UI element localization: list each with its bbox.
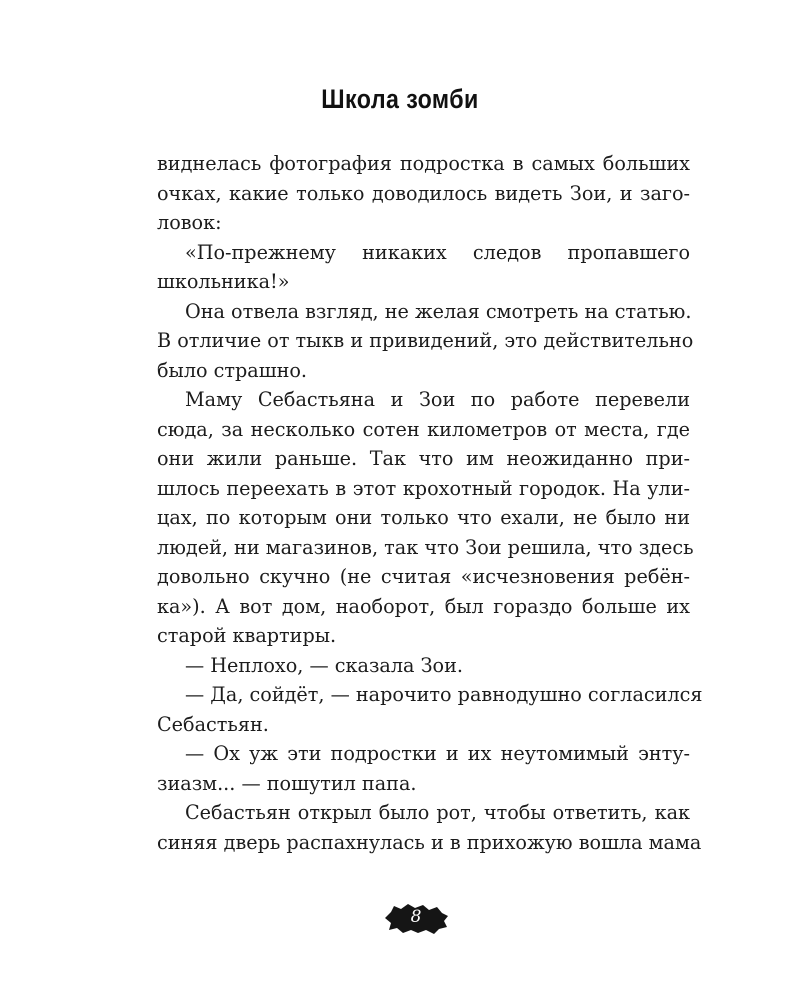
text-line: сюда, за несколько сотен километров от места, где <box>157 417 690 441</box>
text-line: было страшно. <box>157 358 308 382</box>
text-line: старой квартиры. <box>157 624 337 647</box>
text-line: — Да, сойдёт, — нарочито равнодушно согласился <box>185 683 703 706</box>
running-header-title: Школа зомби <box>321 84 479 114</box>
text-line: В отличие от тыкв и привидений, это действительно <box>157 329 694 352</box>
text-line: людей, ни магазинов, так что Зои решила, что здесь <box>157 535 694 559</box>
text-line: шлось переехать в этот крохотный городок. На ули- <box>157 476 690 500</box>
text-line: зиазм... — пошутил папа. <box>157 771 417 795</box>
body-text <box>157 149 703 857</box>
text-line: они жили раньше. Так что им неожиданно при- <box>157 447 690 470</box>
text-line: ловок: <box>157 211 222 234</box>
text-line: довольно скучно (не считая «исчезновения ребён- <box>157 565 690 588</box>
text-line: — Ох уж эти подростки и их неутомимый энту- <box>185 742 690 765</box>
text-line: виднелась фотография подростка в самых больших <box>157 152 690 175</box>
text-line: цах, по которым они только что ехали, не было ни <box>157 506 690 529</box>
page-number-badge <box>382 902 450 936</box>
text-line: Себастьян. <box>157 712 269 736</box>
text-line: Себастьян открыл было рот, чтобы ответить, как <box>185 801 690 824</box>
text-line: «По-прежнему никаких следов пропавшего <box>185 240 690 264</box>
text-line: ка»). А вот дом, наоборот, был гораздо больше их <box>157 594 690 618</box>
text-line: Она отвела взгляд, не желая смотреть на статью. <box>185 299 692 323</box>
text-line: очках, какие только доводилось видеть Зои, и заго- <box>157 181 690 205</box>
text-line: — Неплохо, — сказала Зои. <box>185 653 463 677</box>
text-line: Маму Себастьяна и Зои по работе перевели <box>185 388 690 411</box>
text-line: синяя дверь распахнулась и в прихожую вошла мама <box>157 830 702 854</box>
text-line: школьника!» <box>157 270 290 293</box>
page-number: 8 <box>410 907 422 927</box>
